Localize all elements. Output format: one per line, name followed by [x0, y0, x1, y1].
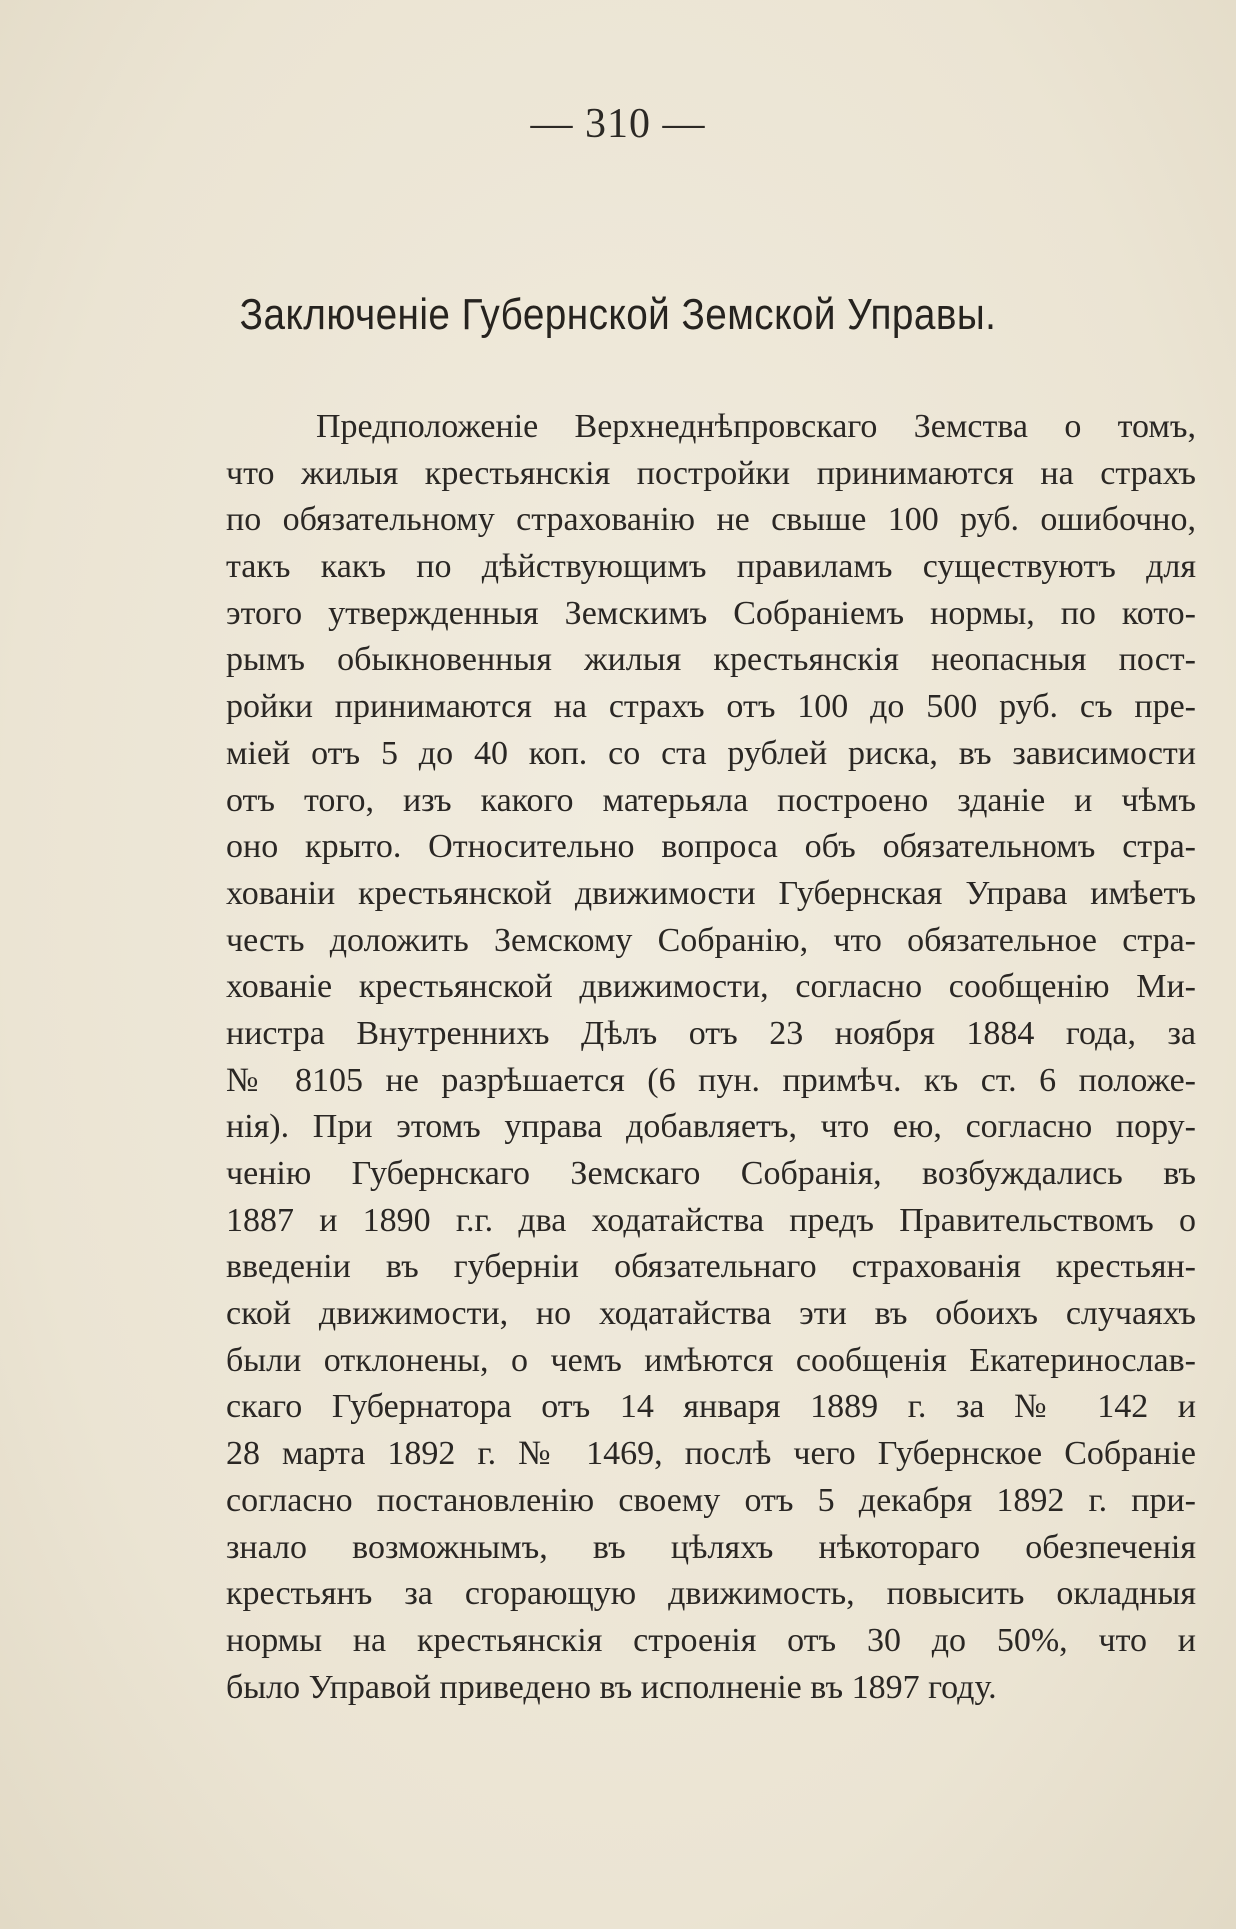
- paragraph-line: скаго Губернатора отъ 14 января 1889 г. за № 142 и: [226, 1388, 1196, 1426]
- paragraph-line: оно крыто. Относительно вопроса объ обязательномъ стра-: [226, 828, 1196, 866]
- paragraph-line: ской движимости, но ходатайства эти въ обоихъ случаяхъ: [226, 1295, 1196, 1333]
- paragraph-line: что жилыя крестьянскія постройки принимаются на страхъ: [226, 454, 1196, 492]
- paragraph-line: нистра Внутреннихъ Дѣлъ отъ 23 ноября 1884 года, за: [226, 1014, 1196, 1052]
- paragraph-line: рымъ обыкновенныя жилыя крестьянскія неопасныя пост-: [226, 641, 1196, 679]
- paragraph-line: Предположеніе Верхнеднѣпровскаго Земства о томъ,: [316, 408, 1196, 445]
- paragraph-line: знало возможнымъ, въ цѣляхъ нѣкотораго обезпеченія: [226, 1528, 1196, 1566]
- paragraph-line: отъ того, изъ какого матерьяла построено зданіе и чѣмъ: [226, 781, 1196, 819]
- paragraph-line: нормы на крестьянскія строенія отъ 30 до 50%, что и: [226, 1621, 1196, 1659]
- paragraph-line: согласно постановленію своему отъ 5 декабря 1892 г. при-: [226, 1481, 1196, 1519]
- paragraph-line: 1887 и 1890 г.г. два ходатайства предъ Правительствомъ о: [226, 1201, 1196, 1239]
- paragraph-line: хованіи крестьянской движимости Губернская Управа имѣетъ: [226, 874, 1196, 912]
- section-title: Заключеніе Губернской Земской Управы.: [239, 290, 997, 339]
- paragraph-line: этого утвержденныя Земскимъ Собраніемъ нормы, по кото-: [226, 594, 1196, 632]
- paragraph-line: хованіе крестьянской движимости, согласно сообщенію Ми-: [226, 968, 1196, 1006]
- paragraph-line: было Управой приведено въ исполненіе въ 1897 году.: [226, 1668, 997, 1706]
- paragraph-line: ченію Губернскаго Земскаго Собранія, возбуждались въ: [226, 1155, 1196, 1192]
- paragraph-line: № 8105 не разрѣшается (6 пун. примѣч. къ ст. 6 положе-: [226, 1061, 1196, 1099]
- paragraph-line: нія). При этомъ управа добавляетъ, что ею, согласно пору-: [226, 1108, 1196, 1146]
- paragraph-line: крестьянъ за сгорающую движимость, повысить окладныя: [226, 1575, 1196, 1613]
- paragraph-line: такъ какъ по дѣйствующимъ правиламъ существуютъ для: [226, 548, 1196, 586]
- paragraph-line: ройки принимаются на страхъ отъ 100 до 500 руб. съ пре-: [226, 688, 1196, 726]
- paragraph-line: были отклонены, о чемъ имѣются сообщенія Екатеринослав-: [226, 1341, 1196, 1379]
- paragraph-line: 28 марта 1892 г. № 1469, послѣ чего Губернское Собраніе: [226, 1435, 1196, 1473]
- body-paragraph: [226, 404, 1196, 1711]
- paragraph-line: честь доложить Земскому Собранію, что обязательное стра-: [226, 921, 1196, 959]
- paragraph-line: по обязательному страхованію не свыше 100 руб. ошибочно,: [226, 501, 1196, 539]
- page-number: — 310 —: [530, 101, 706, 147]
- paragraph-line: міей отъ 5 до 40 коп. со ста рублей риска, въ зависимости: [226, 734, 1196, 772]
- paragraph-line: введеніи въ губерніи обязательнаго страхованія крестьян-: [226, 1248, 1196, 1286]
